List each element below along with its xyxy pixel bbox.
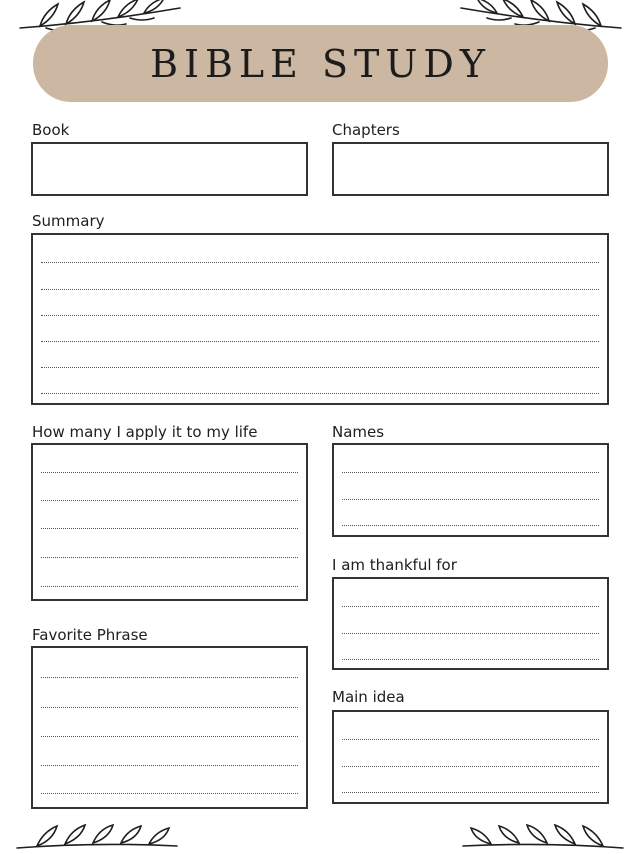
writing-line [41, 341, 599, 342]
book-label: Book [32, 121, 70, 139]
writing-line [41, 315, 599, 316]
leaf-branch-icon [460, 822, 625, 854]
chapters-label: Chapters [332, 121, 400, 139]
thankful-field[interactable] [332, 577, 609, 670]
writing-line [41, 736, 298, 737]
title-banner [33, 25, 608, 102]
writing-line [41, 707, 298, 708]
writing-line [342, 472, 599, 473]
writing-line [41, 765, 298, 766]
page-title: BIBLE STUDY [150, 41, 491, 86]
thankful-label: I am thankful for [332, 556, 457, 574]
writing-line [342, 766, 599, 767]
favorite-field[interactable] [31, 646, 308, 809]
leaf-branch-icon [15, 822, 180, 854]
apply-field[interactable] [31, 443, 308, 601]
names-label: Names [332, 423, 385, 441]
summary-label: Summary [32, 212, 105, 230]
writing-line [41, 586, 298, 587]
main-idea-label: Main idea [332, 688, 405, 706]
writing-line [342, 499, 599, 500]
writing-line [342, 659, 599, 660]
writing-line [342, 525, 599, 526]
writing-line [41, 367, 599, 368]
writing-line [342, 606, 599, 607]
writing-line [41, 677, 298, 678]
writing-line [41, 289, 599, 290]
writing-line [41, 472, 298, 473]
writing-line [342, 739, 599, 740]
writing-line [41, 500, 298, 501]
main-idea-field[interactable] [332, 710, 609, 804]
writing-line [342, 633, 599, 634]
writing-line [41, 393, 599, 394]
writing-line [41, 793, 298, 794]
writing-line [41, 528, 298, 529]
book-field[interactable] [31, 142, 308, 196]
writing-line [41, 262, 599, 263]
chapters-field[interactable] [332, 142, 609, 196]
writing-line [41, 557, 298, 558]
apply-label: How many I apply it to my life [32, 423, 258, 441]
writing-line [342, 792, 599, 793]
names-field[interactable] [332, 443, 609, 537]
summary-field[interactable] [31, 233, 609, 405]
favorite-label: Favorite Phrase [32, 626, 148, 644]
